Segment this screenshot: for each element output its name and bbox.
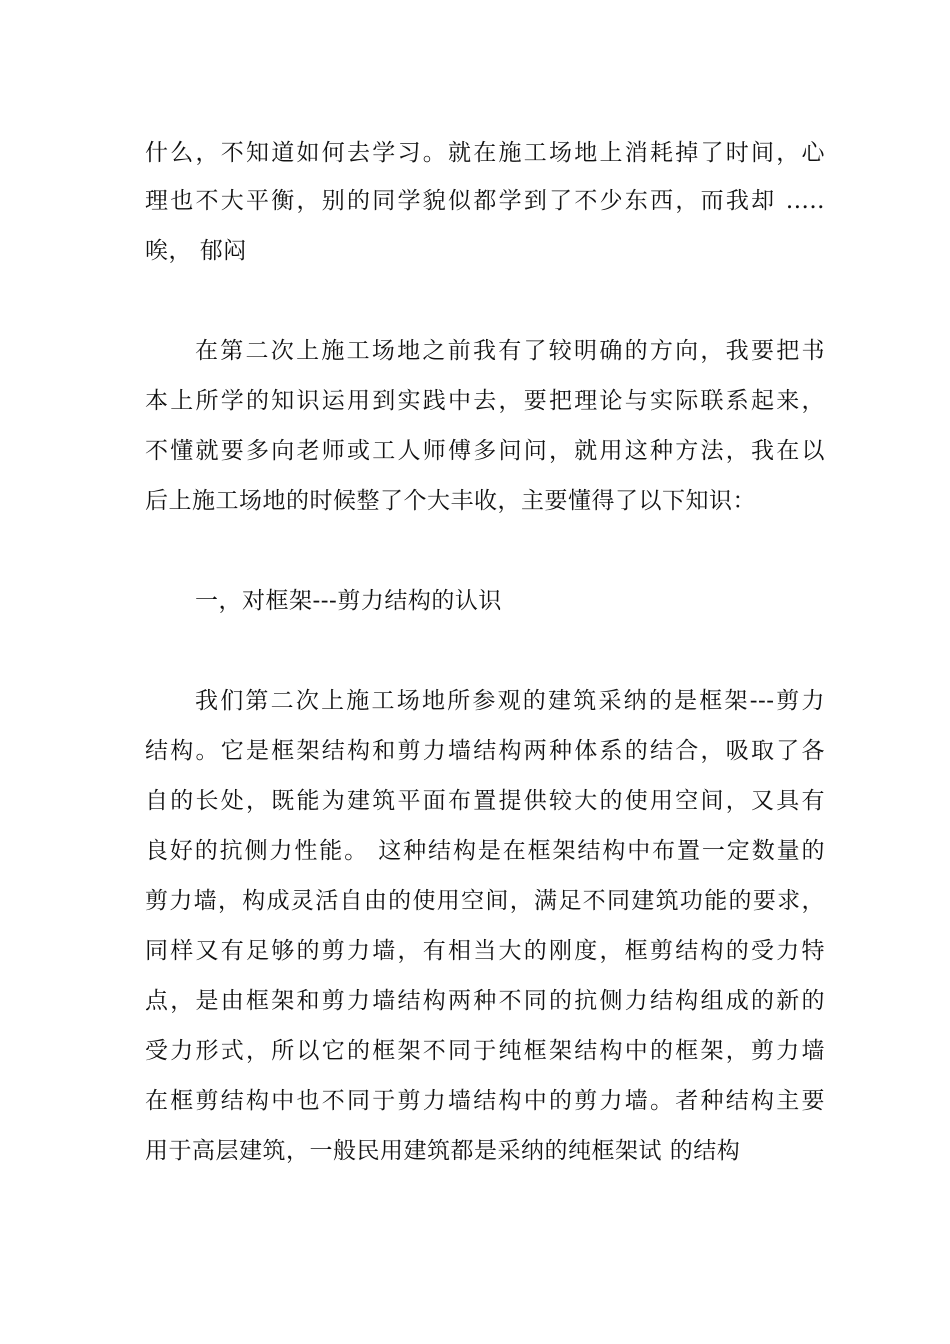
text-line: 同样又有足够的剪力墙，有相当大的刚度，框剪结构的受力特 (145, 938, 825, 964)
text-line: 理也不大平衡，别的同学貌似都学到了不少东西，而我却 ..... (145, 188, 825, 214)
text-line: 后上施工场地的时候整了个大丰收，主要懂得了以下知识： (145, 488, 756, 514)
text-line: 我们第二次上施工场地所参观的建筑采纳的是框架---剪力 (195, 688, 825, 714)
text-line: 良好的抗侧力性能。 这种结构是在框架结构中布置一定数量的 (145, 838, 825, 864)
text-line: 在第二次上施工场地之前我有了较明确的方向，我要把书 (195, 338, 825, 364)
text-line: 剪力墙，构成灵活自由的使用空间，满足不同建筑功能的要求， (145, 888, 825, 914)
text-line: 不懂就要多向老师或工人师傅多问问，就用这种方法，我在以 (145, 438, 825, 464)
text-line: 唉， 郁闷 (145, 238, 247, 264)
text-line: 结构。它是框架结构和剪力墙结构两种体系的结合，吸取了各 (145, 738, 825, 764)
text-line: 什么，不知道如何去学习。就在施工场地上消耗掉了时间，心 (145, 140, 825, 166)
text-line: 自的长处，既能为建筑平面布置提供较大的使用空间，又具有 (145, 788, 825, 814)
text-line: 受力形式，所以它的框架不同于纯框架结构中的框架，剪力墙 (145, 1038, 825, 1064)
text-line: 在框剪结构中也不同于剪力墙结构中的剪力墙。者种结构主要 (145, 1088, 825, 1114)
text-line: 点，是由框架和剪力墙结构两种不同的抗侧力结构组成的新的 (145, 988, 825, 1014)
text-line: 用于高层建筑，一般民用建筑都是采纳的纯框架试 的结构 (145, 1138, 741, 1164)
section-heading: 一，对框架---剪力结构的认识 (195, 588, 502, 614)
text-line: 本上所学的知识运用到实践中去，要把理论与实际联系起来， (145, 388, 825, 414)
